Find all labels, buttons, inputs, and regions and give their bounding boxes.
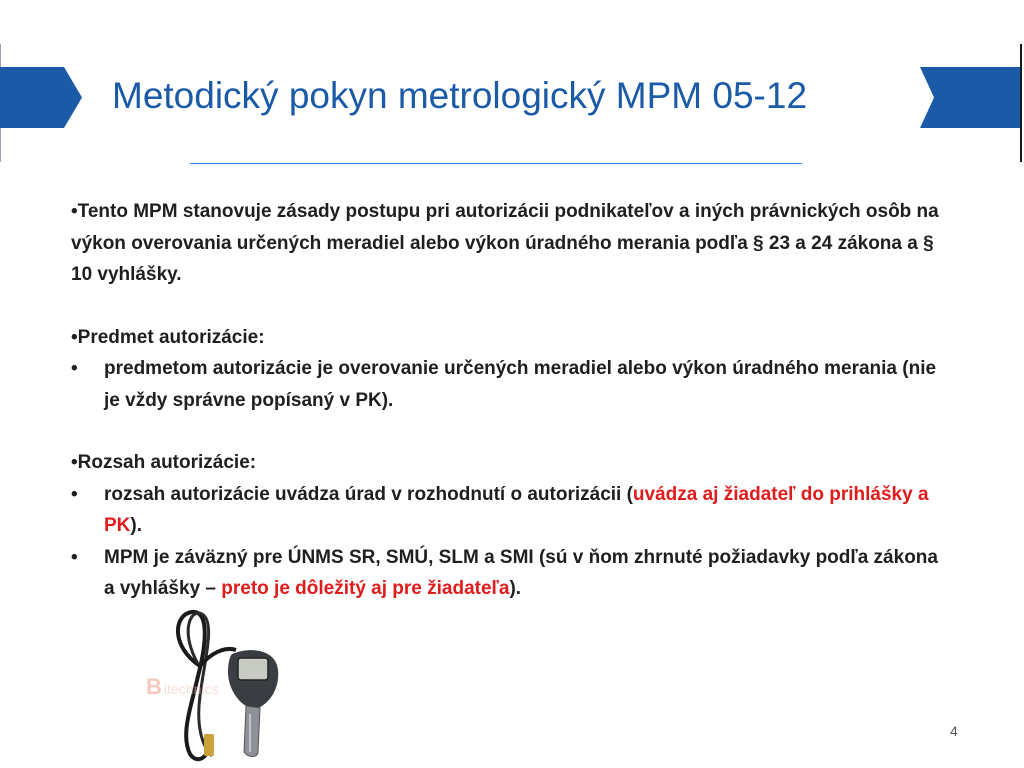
title-underline <box>190 163 802 164</box>
slide-body <box>71 196 951 605</box>
subject-list-item <box>71 353 951 416</box>
bullet-icon: • <box>71 546 78 568</box>
tire-pressure-gauge-icon <box>140 606 310 768</box>
subject-item-text: predmetom autorizácie je overovanie určených meradiel alebo výkon úradného merania (nie je vždy správne popísaný v PK). <box>104 358 937 411</box>
scope-list-item-1 <box>71 479 951 542</box>
scope-list-item-2 <box>71 542 951 605</box>
scope-item2-end: ). <box>509 578 522 599</box>
left-arrow-banner <box>0 67 82 128</box>
scope-item1-highlight: uvádza aj žiadateľ do prihlášky a PK <box>104 483 929 536</box>
subject-heading: •Predmet autorizácie: <box>71 326 265 348</box>
svg-text:itechnics: itechnics <box>164 681 219 697</box>
right-divider <box>1020 44 1022 162</box>
intro-paragraph: •Tento MPM stanovuje zásady postupu pri autorizácii podnikateľov a iných právnických osôb na výkon overovania určených meradiel alebo výkon úradného merania podľa § 23 a 24 zákona a § 10 vyhlášky. <box>71 201 939 285</box>
scope-item1-text: rozsah autorizácie uvádza úrad v rozhodnutí o autorizácii ( <box>104 483 633 505</box>
scope-item2-highlight: preto je dôležitý aj pre žiadateľa <box>221 578 510 599</box>
slide-title: Metodický pokyn metrologický MPM 05-12 <box>112 75 808 116</box>
scope-item2-text: MPM je záväzný pre ÚNMS SR, SMÚ, SLM a SMI (sú v ňom zhrnuté požiadavky podľa zákona a vyhlášky – <box>104 546 938 599</box>
svg-text:B: B <box>146 674 162 699</box>
scope-heading: •Rozsah autorizácie: <box>71 452 257 473</box>
bullet-icon: • <box>71 358 78 379</box>
right-arrow-banner <box>920 67 1020 128</box>
page-number: 4 <box>950 723 958 739</box>
bullet-icon: • <box>71 483 78 505</box>
scope-item1-end: ). <box>130 515 143 536</box>
